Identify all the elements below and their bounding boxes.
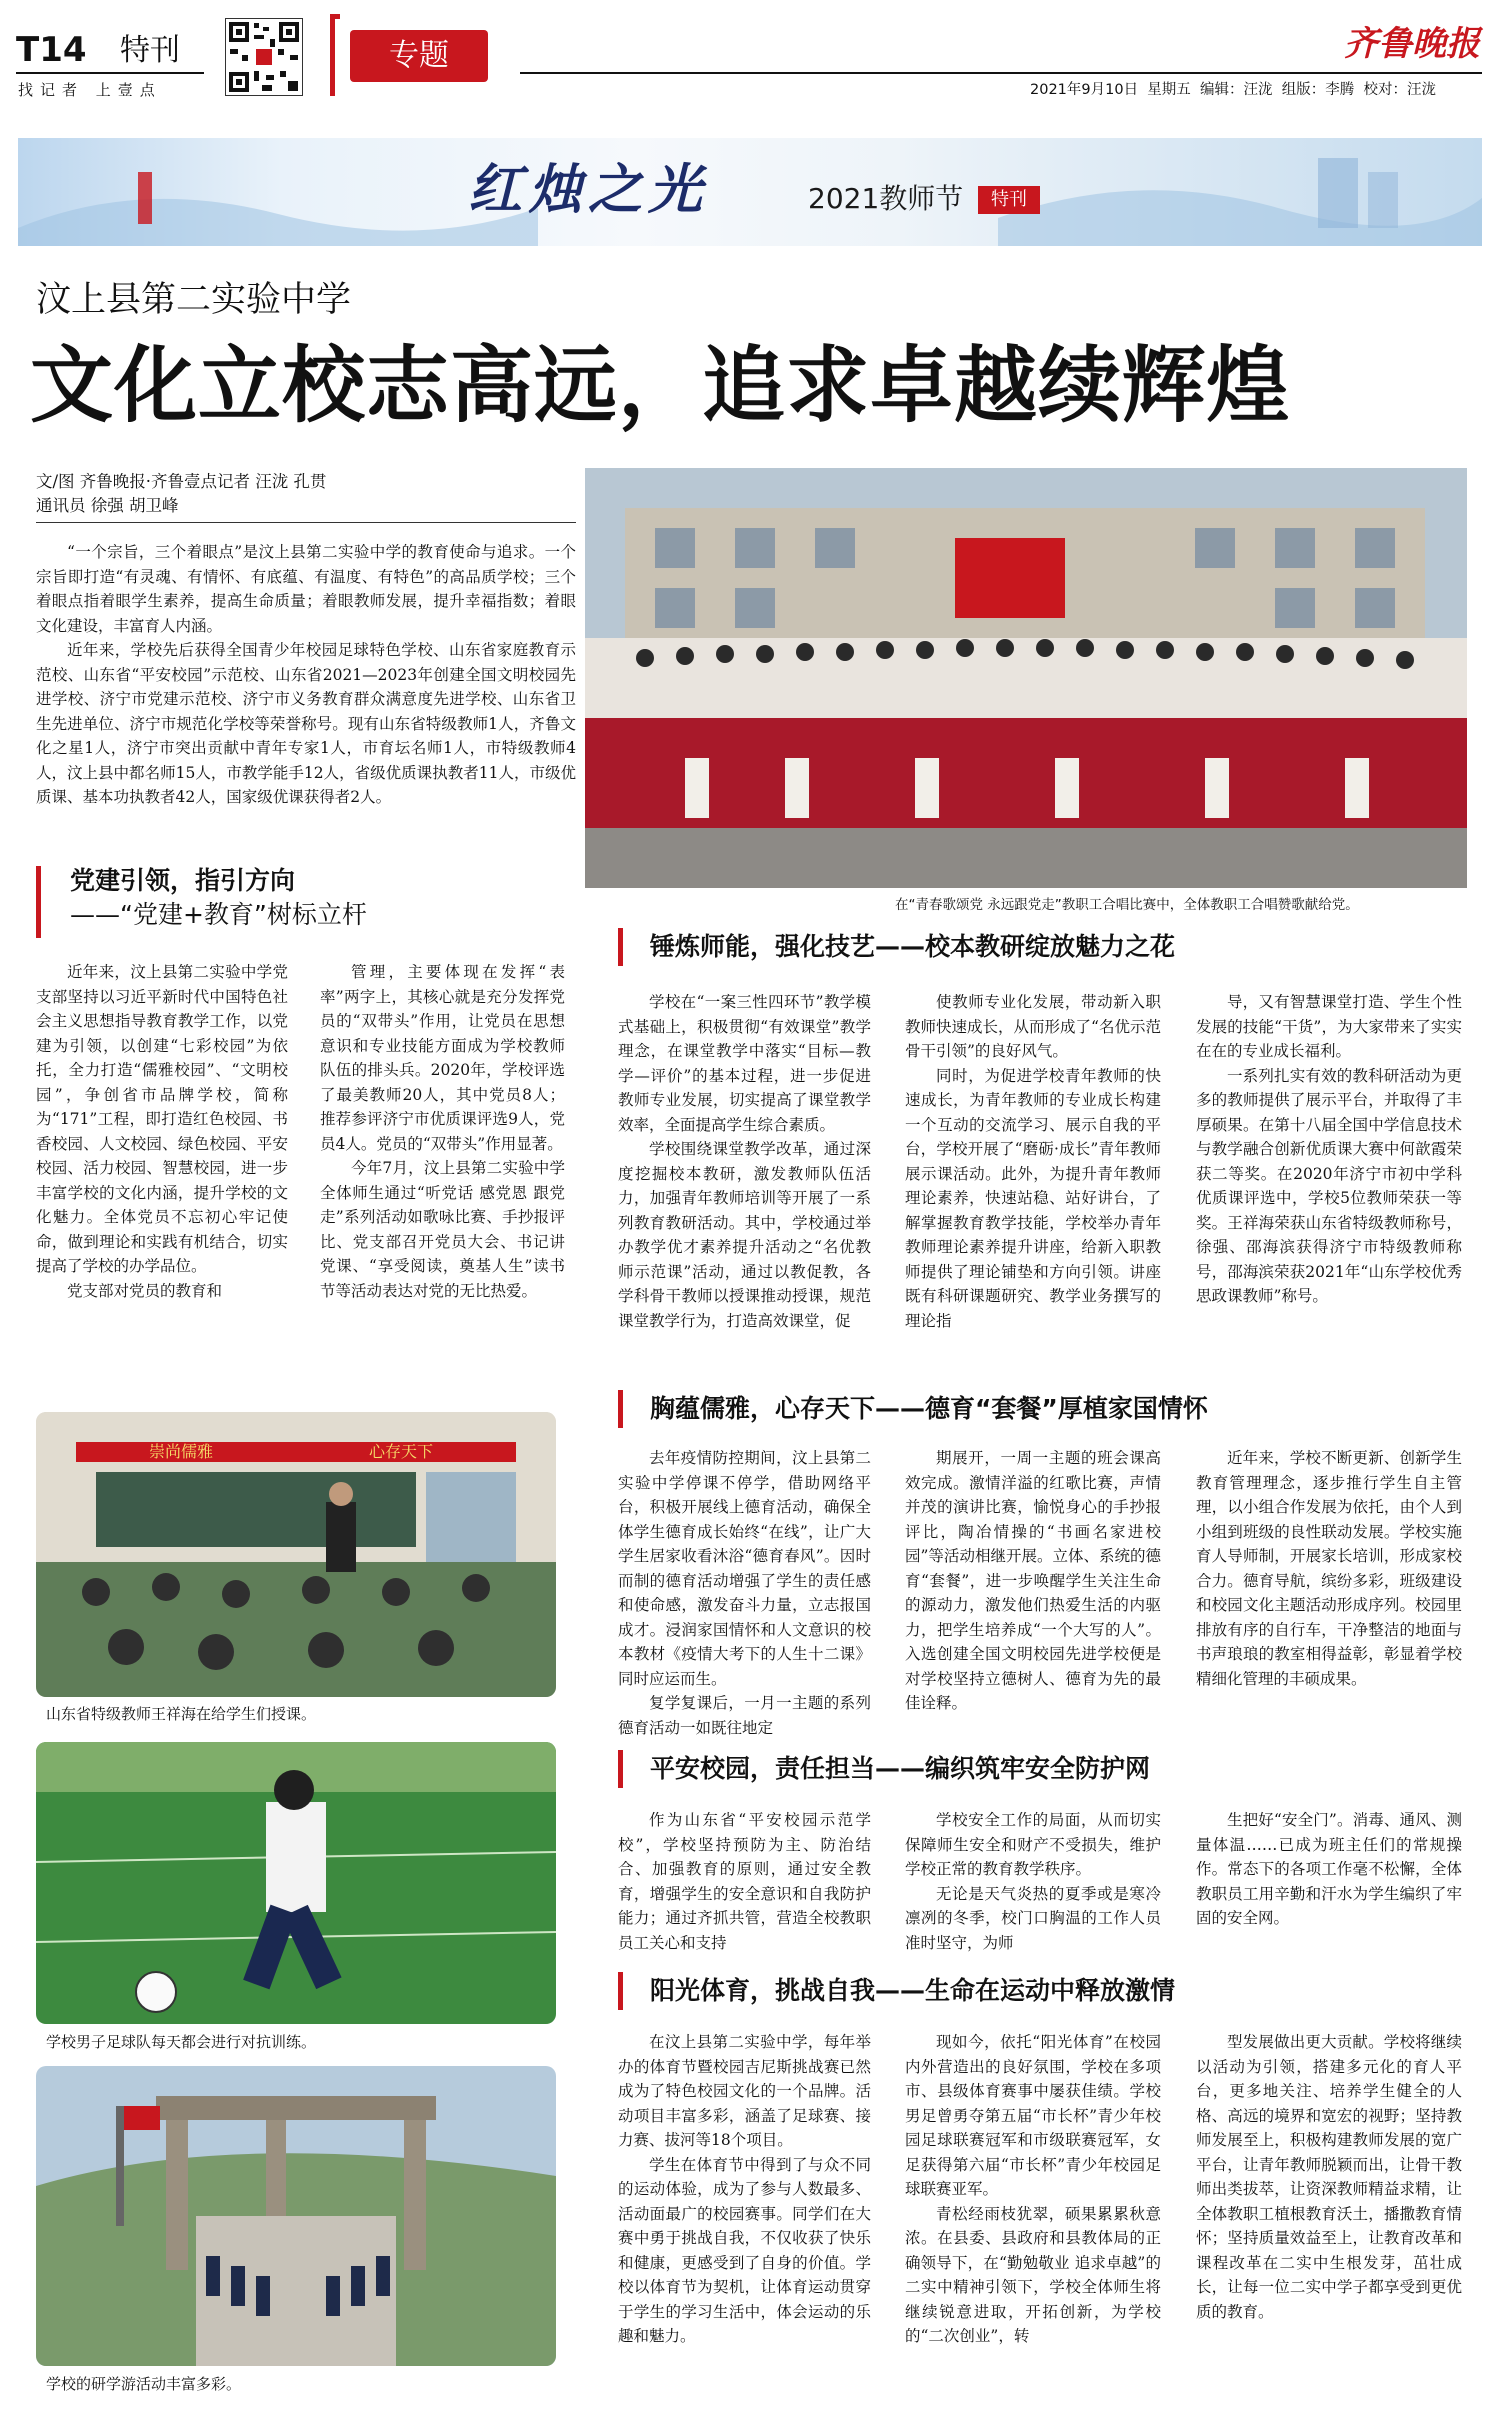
sec4-col2: 学校安全工作的局面，从而切实保障师生安全和财产不受损失，维护学校正常的教育教学秩序。 无论是天气炎热的夏季或是寒冷凛冽的冬季，校门口胸温的工作人员准时坚守，为师 [905,1811,1161,1952]
sec4-marker [618,1750,623,1788]
sec3-col3: 近年来，学校不断更新、创新学生教育管理理念，逐步推行学生自主管理，以小组合作发展为依托，由个人到小组到班级的良性联动发展。学校实施育人导师制，开展家长培训，形成家校合力。德育导航，缤纷多彩，班级建设和校园文化主题活动形成序列。校园里排放有序的自行车，干净整洁的地面与书声琅琅的教室相得益彰，彰显着学校精细化管理的丰硕成果。 [1196,1449,1462,1688]
sec2-col3: 导，又有智慧课堂打造、学生个性发展的技能“干货”，为大家带来了实实在在的专业成长福利。 一系列扎实有效的教科研活动为更多的教师提供了展示平台，并取得了丰厚硕果。在第十八届全国中学信息技术与教学融合创新优质课大赛中何歆霞荣获二等奖。在2020年济宁市初中学科优质课评选中，学校5位教师荣获一等奖。王祥海荣获山东省特级教师称号，徐强、邵海滨获得济宁市特级教师称号，邵海滨荣获2021年“山东学校优秀思政课教师”称号。 [1196,993,1462,1305]
study-tour-photo-caption: 学校的研学游活动丰富多彩。 [46,2375,242,2393]
sec2-marker [618,928,623,966]
chorus-photo-caption: 在“青春歌颂党 永远跟党走”教职工合唱比赛中，全体教职工合唱赞歌献给党。 [895,897,1359,913]
sec5-col1: 在汶上县第二实验中学，每年举办的体育节暨校园吉尼斯挑战赛已然成为了特色校园文化的一个品牌。活动项目丰富多彩，涵盖了足球赛、接力赛、拔河等18个项目。 学生在体育节中得到了与众不同的运动体验，成为了参与人数最多、活动面最广的校园赛事。同学们在大赛中勇于挑战自我，不仅收获了快乐和健康，更感受到了自身的价值。学校以体育节为契机，让体育运动贯穿于学生的学习生活中，体会运动的乐趣和魅力。 [618,2033,871,2345]
sec5-col2: 现如今，依托“阳光体育”在校园内外营造出的良好氛围，学校在多项市、县级体育赛事中屡获佳绩。学校男足曾勇夺第五届“市长杯”青少年校园足球联赛冠军和市级联赛冠军，女足获得第六届“市长杯”青少年校园足球联赛亚军。 青松经雨枝犹翠，硕果累累秋意浓。在县委、县政府和县教体局的正确领导下，在“勤勉敬业 追求卓越”的二实中精神引领下，学校全体师生将继续锐意进取，开拓创新，为学校的“二次创业”，转 [905,2033,1161,2345]
topic-tag: 专题 [350,30,488,82]
sec1-subtitle: ——“党建+教育”树标立杆 [70,900,367,929]
byline-correspondents: 通讯员 徐强 胡卫峰 [36,496,179,515]
page-number: T14 [16,30,87,70]
article-title: 文化立校志高远，追求卓越续辉煌 [30,337,1290,434]
study-tour-photo [36,2066,556,2366]
sec4-col3: 生把好“安全门”。消毒、通风、测量体温……已成为班主任们的常规操作。常态下的各项工作毫不松懈，全体教职员工用辛勤和汗水为学生编织了牢固的安全网。 [1196,1811,1462,1927]
banner-calligraphy: 红烛之光 [468,157,708,221]
classroom-photo [36,1412,556,1697]
slogan: 找记者 上壹点 [18,81,162,99]
proofreader: 校对：汪泷 [1363,82,1436,98]
banner-event: 2021教师节 [808,182,964,215]
newspaper-logo: 齐鲁晚报 [1344,24,1480,64]
sec2-title: 锤炼师能，强化技艺——校本教研绽放魅力之花 [650,932,1176,961]
issue-weekday: 星期五 [1147,82,1191,98]
masthead-divider [16,72,204,74]
sec4-col1: 作为山东省“平安校园示范学校”，学校坚持预防为主、防治结合、加强教育的原则，通过安全教育，增强学生的安全意识和自我防护能力；通过齐抓共管，营造全校教职员工关心和支持 [618,1811,871,1952]
sec2-col1: 学校在“一案三性四环节”教学模式基础上，积极贯彻“有效课堂”教学理念，在课堂教学中落实“目标—教学—评价”的基本过程，进一步促进教师专业发展，切实提高了课堂教学效率，全面提高学生综合素质。 学校围绕课堂教学改革，通过深度挖掘校本教研，激发教师队伍活力，加强青年教师培训等开展了一系列教育教研活动。其中，学校通过举办教学优才素养提升活动之“名优教师示范课”活动，通过以教促教，各学科骨干教师以授课推动授课，规范课堂教学行为，打造高效课堂，促 [618,993,871,1330]
sec4-title: 平安校园，责任担当——编织筑牢安全防护网 [650,1754,1151,1783]
classroom-photo-caption: 山东省特级教师王祥海在给学生们授课。 [46,1705,317,1723]
section-name: 特刊 [120,33,180,68]
topic-bracket [330,14,340,96]
qr-code-icon[interactable] [225,18,303,96]
issue-date: 2021年9月10日 [1030,82,1139,98]
editor: 编辑：汪泷 [1200,82,1273,98]
byline-rule [36,522,576,523]
sec3-col1: 去年疫情防控期间，汶上县第二实验中学停课不停学，借助网络平台，积极开展线上德育活动，确保全体学生德育成长始终“在线”，让广大学生居家收看沐浴“德育春风”。因时而制的德育活动增强了学生的责任感和使命感，激发奋斗力量，立志报国成才。浸润家国情怀和人文意识的校本教材《疫情大考下的人生十二课》同时应运而生。 复学复课后，一月一主题的系列德育活动一如既往地定 [618,1449,871,1736]
intro-text: “一个宗旨，三个着眼点”是汶上县第二实验中学的教育使命与追求。一个宗旨即打造“有灵魂、有情怀、有底蕴、有温度、有特色”的高品质学校；三个着眼点指着眼学生素养，提高生命质量；着眼教师发展，提升幸福指数；着眼文化建设，丰富育人内涵。 近年来，学校先后获得全国青少年校园足球特色学校、山东省家庭教育示范校、山东省“平安校园”示范校、山东省2021—2023年创建全国文明校园先进学校、济宁市党建示范校、济宁市义务教育群众满意度先进学校、山东省卫生先进单位、济宁市规范化学校等荣誉称号。现有山东省特级教师1人，齐鲁文化之星1人，济宁市突出贡献中青年专家1人，市育坛名师1人，市特级教师4人，汶上县中都名师15人，市教学能手12人，省级优质课执教者11人，市级优质课、基本功执教者42人，国家级优课获得者2人。 [36,543,576,806]
byline: 文/图 齐鲁晚报·齐鲁壹点记者 汪泷 孔贯 [36,472,327,491]
board-slogan-right: 心存天下 [368,1442,433,1461]
article-kicker: 汶上县第二实验中学 [36,280,352,320]
sec5-col3: 型发展做出更大贡献。学校将继续以活动为引领，搭建多元化的育人平台，更多地关注、培养学生健全的人格、高远的境界和宽宏的视野；坚持教师发展至上，积极构建教师发展的宽广平台，让青年教师脱颖而出，让骨干教师出类拔萃，让资深教师精益求精，让全体教职工植根教育沃土，播撒教育情怀；坚持质量效益至上，让教育改革和课程改革在二实中生根发芽，茁壮成长，让每一位二实中学子都享受到更优质的教育。 [1196,2033,1462,2321]
masthead-rule [520,72,1482,74]
sec3-marker [618,1390,623,1428]
sec1-title: 党建引领，指引方向 [70,866,296,895]
board-slogan-left: 崇尚儒雅 [148,1442,213,1461]
sec1-col1: 近年来，汶上县第二实验中学党支部坚持以习近平新时代中国特色社会主义思想指导教育教学工作，以党建为引领，以创建“七彩校园”为依托，全力打造“儒雅校园”、“文明校园”，争创省市品牌学校，简称为“171”工程，即打造红色校园、书香校园、人文校园、绿色校园、平安校园、活力校园、智慧校园，进一步丰富学校的文化内涵，提升学校的文化魅力。全体党员不忘初心牢记使命，做到理论和实践有机结合，切实提高了学校的办学品位。 党支部对党员的教育和 [36,963,288,1300]
sec5-title: 阳光体育，挑战自我——生命在运动中释放激情 [650,1976,1176,2005]
layout-editor: 组版：李腾 [1281,82,1355,98]
sec1-col2: 管理，主要体现在发挥“表率”两字上，其核心就是充分发挥党员的“双带头”作用，让党员在思想意识和专业技能方面成为学校教师队伍的排头兵。2020年，学校评选了最美教师20人，其中党员8人；推荐参评济宁市优质课评选9人，党员4人。党员的“双带头”作用显著。 今年7月，汶上县第二实验中学全体师生通过“听党话 感党恩 跟党走”系列活动如歌咏比赛、手抄报评比、党支部召开党员大会、书记讲党课、“享受阅读，奠基人生”读书节等活动表达对党的无比热爱。 [320,963,565,1300]
sec5-marker [618,1972,623,2010]
chorus-photo [585,468,1467,888]
date-line [1030,80,1436,100]
sec1-marker [36,866,41,938]
football-photo [36,1742,556,2024]
sec2-col2: 使教师专业化发展，带动新入职教师快速成长，从而形成了“名优示范 骨干引领”的良好风气。 同时，为促进学校青年教师的快速成长，为青年教师的专业成长构建一个互动的交流学习、展示自我的平台，学校开展了“磨砺·成长”青年教师展示课活动。此外，为提升青年教师理论素养，快速站稳、站好讲台，了解掌握教育教学技能，学校举办青年教师理论素养提升讲座，给新入职教师提供了理论铺垫和方向引领。讲座既有科研课题研究、教学业务撰写的理论指 [905,993,1161,1330]
sec3-col2: 期展开，一周一主题的班会课高效完成。激情洋溢的红歌比赛，声情并茂的演讲比赛，愉悦身心的手抄报评比，陶冶情操的“书画名家进校园”等活动相继开展。立体、系统的德育“套餐”，进一步唤醒学生关注生命的源动力，激发他们热爱生活的内驱力，把学生培养成“一个大写的人”。入选创建全国文明校园先进学校便是对学校坚持立德树人、德育为先的最佳诠释。 [905,1449,1161,1712]
football-photo-caption: 学校男子足球队每天都会进行对抗训练。 [46,2033,317,2051]
teachers-day-banner [18,138,1482,246]
sec3-title: 胸蕴儒雅，心存天下——德育“套餐”厚植家国情怀 [650,1394,1208,1423]
banner-tag: 特刊 [978,186,1040,214]
